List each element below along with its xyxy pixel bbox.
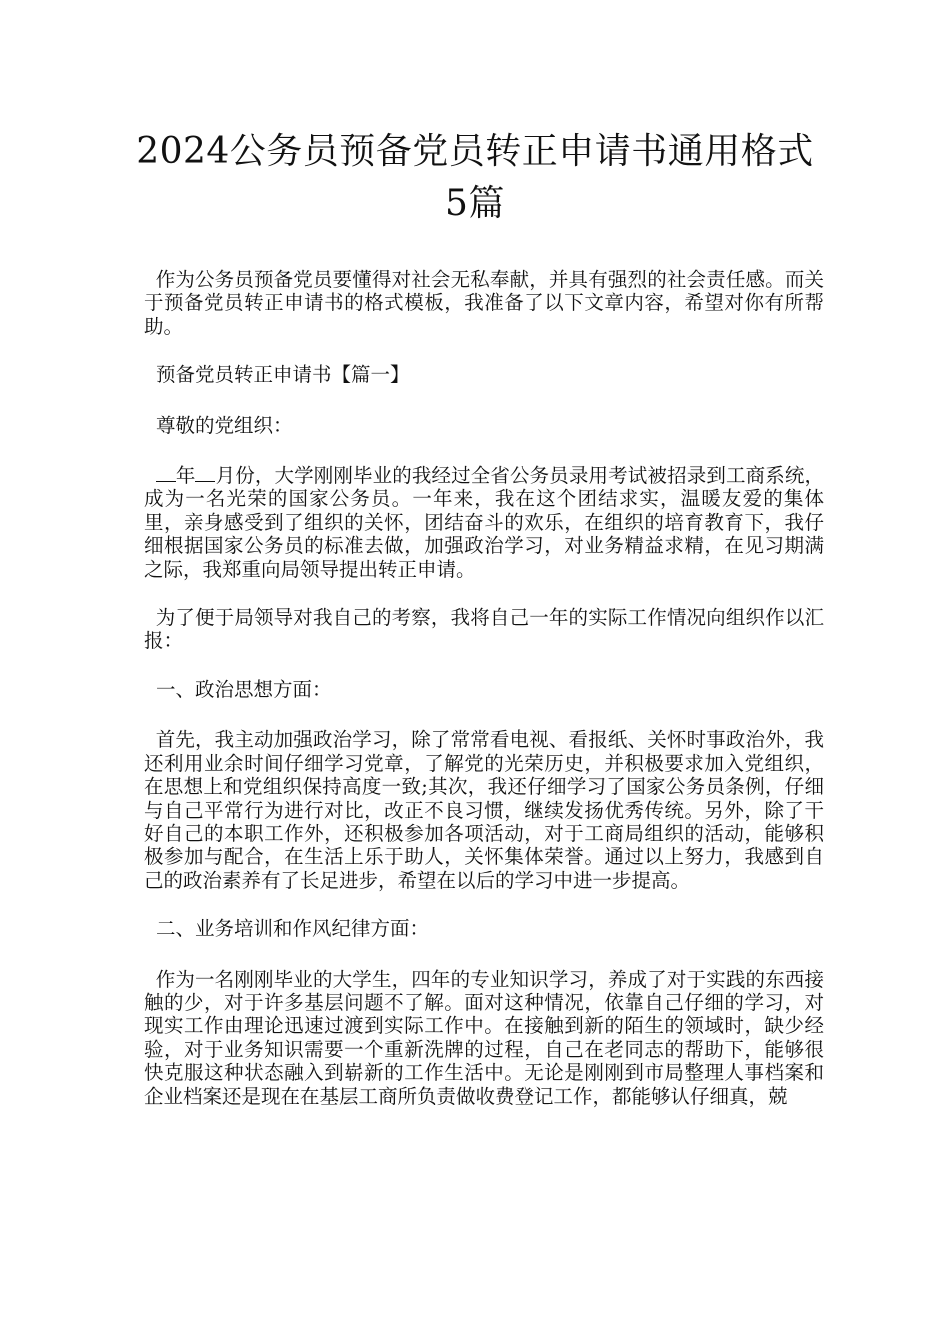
title-line-2: 5篇	[445, 183, 505, 224]
paragraph-2: 为了便于局领导对我自己的考察，我将自己一年的实际工作情况向组织作以汇报：	[144, 606, 824, 653]
paragraph-1-text: 月份，大学刚刚毕业的我经过全省公务员录用考试被招录到工商系统，成为一名光荣的国家公务员。一年来，我在这个团结求实，温暖友爱的集体里，亲身感受到了组织的关怀，团结奋斗的欢乐，在组织的培育教育下，我仔细根据国家公务员的标准去做，加强政治学习，对业务精益求精，在见习期满之际，我郑重向局领导提出转正申请。	[144, 464, 824, 581]
paragraph-3: 首先，我主动加强政治学习，除了常常看电视、看报纸、关怀时事政治外，我还利用业余时间仔细学习党章，了解党的光荣历史，并积极要求加入党组织，在思想上和党组织保持高度一致;其次，我还仔细学习了国家公务员条例，仔细与自己平常行为进行对比，改正不良习惯，继续发扬优秀传统。另外，除了干好自己的本职工作外，还积极参加各项活动，对于工商局组织的活动，能够积极参加与配合，在生活上乐于助人，关怀集体荣誉。通过以上努力，我感到自己的政治素养有了长足进步，希望在以后的学习中进一步提高。	[144, 728, 824, 892]
document-title	[60, 126, 890, 230]
document-body	[144, 268, 824, 1133]
heading-training: 二、业务培训和作风纪律方面：	[156, 917, 430, 941]
section-title: 预备党员转正申请书【篇一】	[156, 363, 410, 387]
heading-political: 一、政治思想方面：	[156, 677, 332, 701]
paragraph-1	[144, 464, 824, 581]
title-line-1: 2024公务员预备党员转正申请书通用格式	[136, 131, 814, 172]
salutation: 尊敬的党组织：	[156, 413, 293, 437]
blank-field	[156, 464, 176, 482]
blank-field	[195, 464, 215, 482]
paragraph-1-year: 年	[175, 464, 196, 488]
paragraph-4: 作为一名刚刚毕业的大学生，四年的专业知识学习，养成了对于实践的东西接触的少，对于许多基层问题不了解。面对这种情况，依靠自己仔细的学习，对现实工作由理论迅速过渡到实际工作中。在接触到新的陌生的领域时，缺少经验，对于业务知识需要一个重新洗牌的过程，自己在老同志的帮助下，能够很快克服这种状态融入到崭新的工作生活中。无论是刚刚到市局整理人事档案和企业档案还是现在在基层工商所负责做收费登记工作，都能够认仔细真，兢	[144, 967, 824, 1108]
intro-paragraph: 作为公务员预备党员要懂得对社会无私奉献，并具有强烈的社会责任感。而关于预备党员转正申请书的格式模板，我准备了以下文章内容，希望对你有所帮助。	[144, 268, 824, 338]
